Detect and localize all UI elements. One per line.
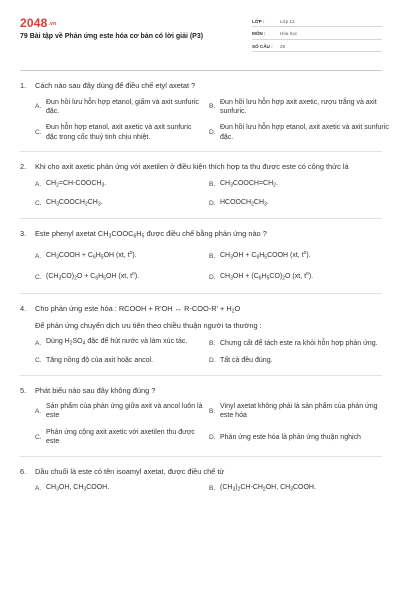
question-item xyxy=(20,466,382,495)
page-header xyxy=(20,12,382,62)
option-letter: C. xyxy=(35,199,42,207)
option-letter: B. xyxy=(209,103,216,111)
option-letter: A. xyxy=(35,407,42,415)
question-item xyxy=(20,303,382,365)
question-item xyxy=(20,385,382,447)
answer-option[interactable] xyxy=(209,483,397,495)
question-body: Este phenyl axetat $CH_3COOC_6H_5$ được điều chế bằng phản ứng nào ? xyxy=(35,229,267,240)
question-text xyxy=(20,161,382,173)
option-letter: B. xyxy=(209,252,216,260)
document-title: 79 Bài tập về Phản ứng este hóa cơ bản có lời giải (P3) xyxy=(20,33,204,40)
option-text: Đun hồi lưu hỗn hợp etanol, axit axetic và axit sunfuric đặc. xyxy=(220,124,389,141)
option-letter: B. xyxy=(209,407,216,415)
answer-options xyxy=(20,483,382,495)
question-body: Phát biểu nào sau đây không đúng ? xyxy=(35,385,156,395)
answer-option[interactable] xyxy=(35,483,209,495)
answer-option[interactable] xyxy=(209,337,397,349)
option-letter: D. xyxy=(209,129,216,137)
meta-label: LỚP : xyxy=(252,18,265,24)
question-number: 5. xyxy=(20,385,27,395)
option-letter: C. xyxy=(35,357,42,365)
option-text: $CH_3COOCH=CH_2$. xyxy=(220,179,278,189)
answer-option[interactable] xyxy=(209,428,397,447)
question-body: Dầu chuối là este có tên isoamyl axetat, được điều chế từ xyxy=(35,466,225,476)
meta-value: Lớp 12 xyxy=(280,18,295,24)
option-letter: D. xyxy=(209,357,216,365)
option-letter: B. xyxy=(209,180,216,188)
question-body: Cách nào sau đây dùng để điều chế etyl axetat ? xyxy=(35,81,196,90)
option-text: $CH_3COOCH_2CH_3$. xyxy=(46,198,103,208)
answer-options xyxy=(20,179,382,210)
option-text: Vinyl axetat không phải là sản phẩm của phản ứng este hóa xyxy=(220,403,378,420)
question-number: 1. xyxy=(20,81,27,90)
option-text: $(CH_3CO)_2O + C_6H_5OH$ (xt, $t^o$). xyxy=(46,271,140,282)
option-text: Phản ứng cộng axit axetic với axetilen thu được este xyxy=(46,428,195,446)
option-letter: A. xyxy=(35,252,42,260)
option-letter: B. xyxy=(209,485,216,493)
answer-option[interactable] xyxy=(35,356,209,365)
header-divider xyxy=(20,70,382,71)
logo-main: 2048 xyxy=(20,16,48,30)
option-text: Dùng $H_2SO_4$ đặc để hút nước và làm xúc tác. xyxy=(46,338,188,347)
answer-options xyxy=(20,337,382,365)
answer-option[interactable] xyxy=(209,179,397,191)
logo-suffix: .vn xyxy=(48,20,57,27)
option-letter: D. xyxy=(209,433,216,441)
option-text: $(CH_3)_2CH-CH_2OH$, $CH_3COOH$. xyxy=(220,484,316,493)
option-letter: D. xyxy=(209,273,216,281)
question-item xyxy=(20,161,382,209)
question-text xyxy=(20,385,382,397)
option-letter: B. xyxy=(209,339,216,347)
question-body: Cho phản ứng este hóa : RCOOH + R'OH ↔ $R-COO-R' + H_2O$ xyxy=(35,304,241,315)
answer-option[interactable] xyxy=(35,270,209,284)
option-letter: C. xyxy=(35,273,42,281)
answer-option[interactable] xyxy=(35,179,209,191)
answer-option[interactable] xyxy=(209,356,397,365)
meta-label: MÔN : xyxy=(252,31,266,36)
meta-value: Hóa học xyxy=(280,31,298,36)
option-letter: C. xyxy=(35,129,42,137)
option-text: $CH_3OH$, $CH_3COOH$. xyxy=(46,484,110,493)
answer-option[interactable] xyxy=(209,249,397,263)
option-text: Đun hồi lưu hỗn hợp axit axetic, rượu trắng và axit sunfuric. xyxy=(220,98,377,115)
answer-option[interactable] xyxy=(35,249,209,263)
document-meta xyxy=(252,16,382,54)
answer-option[interactable] xyxy=(35,428,209,447)
option-text: Đun hồi lưu hỗn hợp etanol, giấm và axit sunfuric đặc. xyxy=(46,98,199,115)
question-text xyxy=(20,466,382,478)
answer-option[interactable] xyxy=(35,402,209,421)
option-letter: C. xyxy=(35,433,42,441)
meta-row-count xyxy=(252,41,382,52)
question-divider xyxy=(20,218,382,219)
meta-label: SỐ CÂU : xyxy=(252,43,273,49)
option-text: Chưng cất để tách este ra khỏi hỗn hợp phản ứng. xyxy=(220,339,378,347)
question-text xyxy=(20,303,382,318)
question-list xyxy=(20,80,389,495)
option-letter: D. xyxy=(209,199,216,207)
question-divider xyxy=(20,456,382,457)
option-text: Tất cả đều đúng. xyxy=(220,357,273,365)
answer-option[interactable] xyxy=(35,198,209,210)
answer-option[interactable] xyxy=(209,270,397,284)
option-text: Tăng nồng độ của axit hoặc ancol. xyxy=(46,357,154,365)
question-number: 2. xyxy=(20,162,27,172)
meta-row-subject xyxy=(252,29,382,40)
option-letter: A. xyxy=(35,180,42,188)
option-letter: A. xyxy=(35,485,42,493)
question-text xyxy=(20,80,382,92)
answer-options xyxy=(20,249,382,284)
question-number: 6. xyxy=(20,466,27,476)
answer-option[interactable] xyxy=(209,98,397,117)
answer-option[interactable] xyxy=(209,123,397,142)
option-text: Đun hỗn hợp etanol, axit axetic và axit sunfuric đặc trong cốc thuỷ tinh chịu nhiệt. xyxy=(46,124,192,141)
option-text: $HCOOCH_2CH_3$. xyxy=(220,198,269,208)
question-body: Khi cho axit axetic phản ứng với axetilen ở điều kiện thích hợp ta thu được este có công thức là xyxy=(35,162,349,172)
question-item xyxy=(20,228,382,284)
question-subtext: Để phản ứng chuyển dịch ưu tiên theo chiều thuận người ta thường : xyxy=(35,321,262,331)
option-letter: A. xyxy=(35,339,42,347)
question-number: 3. xyxy=(20,229,27,239)
site-logo[interactable] xyxy=(20,16,56,30)
question-item xyxy=(20,80,389,142)
answer-option[interactable] xyxy=(35,337,209,349)
answer-options xyxy=(20,98,389,143)
answer-option[interactable] xyxy=(35,123,209,142)
option-letter: A. xyxy=(35,103,42,111)
question-divider xyxy=(20,151,382,152)
option-text: $CH_3OH$ + $C_6H_5COOH$ (xt, $t^o$). xyxy=(220,250,311,261)
question-divider xyxy=(20,293,382,294)
option-text: $CH_3OH + (C_6H_5CO)_2O$ (xt, $t^o$). xyxy=(220,271,314,282)
answer-option[interactable] xyxy=(209,402,397,421)
option-text: $CH_2=CH-COOCH_3$. xyxy=(46,179,107,189)
answer-options xyxy=(20,402,382,447)
question-text xyxy=(20,228,382,243)
option-text: Sản phẩm của phản ứng giữa axit và ancol luôn là este xyxy=(46,403,203,420)
answer-option[interactable] xyxy=(35,98,209,117)
meta-value: 29 xyxy=(280,43,286,49)
option-text: $CH_3COOH + C_6H_5OH$ (xt, $t^o$). xyxy=(46,250,137,261)
question-divider xyxy=(20,375,382,376)
option-text: Phản ứng este hóa là phản ứng thuận nghịch xyxy=(220,433,361,441)
meta-row-class xyxy=(252,16,382,27)
answer-option[interactable] xyxy=(209,198,397,210)
question-number: 4. xyxy=(20,304,27,314)
